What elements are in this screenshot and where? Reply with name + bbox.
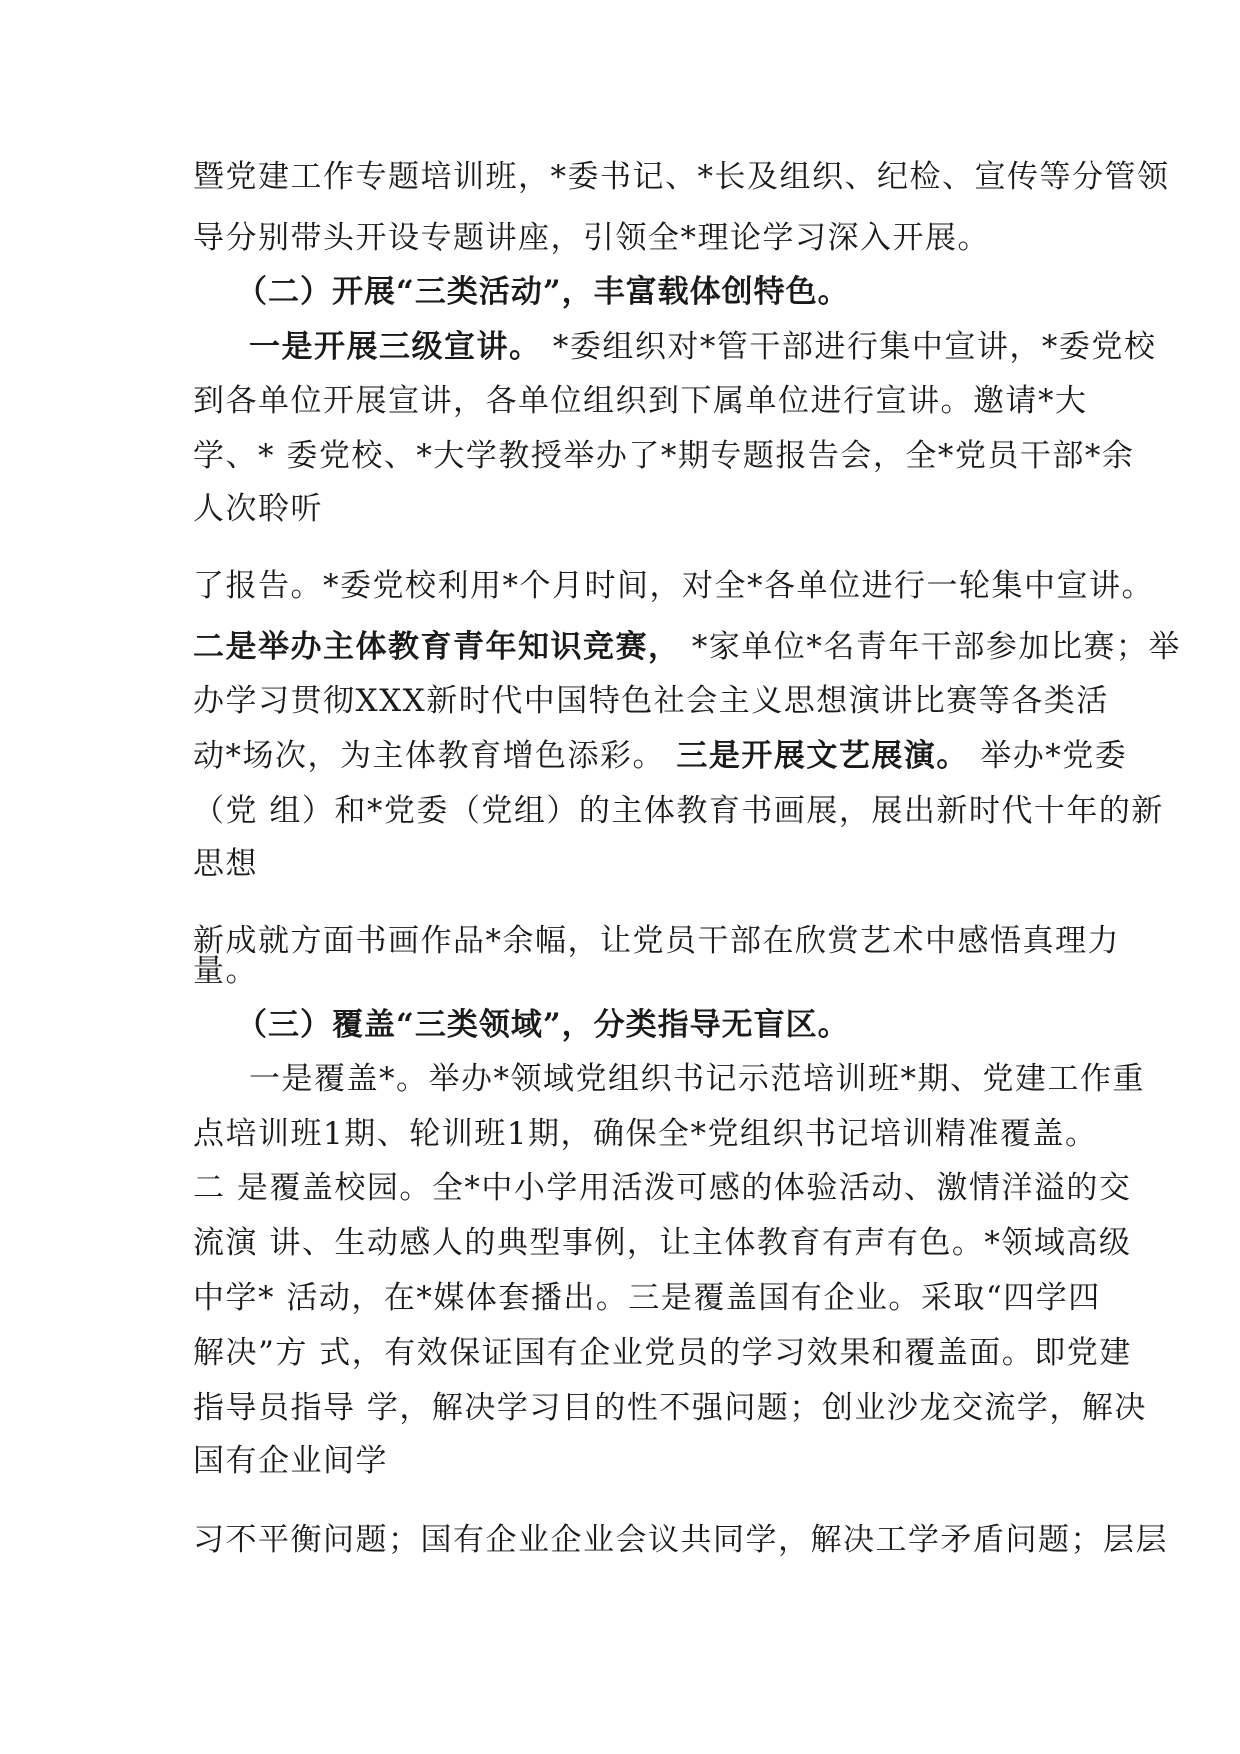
paragraph-line <box>193 1114 1097 1154</box>
text-run: 二 是覆盖校园。全*中小学用活泼可感的体验活动、激情洋溢的交 <box>193 1170 1132 1206</box>
text-run: 新成就方面书画作品*余幅，让党员干部在欣赏艺术中感悟真理力 <box>193 923 1120 959</box>
text-run: 国有企业间学 <box>193 1443 388 1479</box>
paragraph-line <box>193 1520 1168 1560</box>
text-run: 动*场次，为主体教育增色添彩。 <box>193 738 677 774</box>
text-run: 暨党建工作专题培训班，*委书记、*长及组织、纪检、宣传等分管领 <box>193 159 1170 195</box>
paragraph-line <box>249 1059 1145 1099</box>
text-run: 中学* 活动，在*媒体套播出。三是覆盖国有企业。采取“四学四 <box>193 1280 1101 1316</box>
text-run: 到各单位开展宣讲，各单位组织到下属单位进行宣讲。邀请*大 <box>193 383 1088 419</box>
text-run: 导分别带头开设专题讲座，引领全*理论学习深入开展。 <box>193 220 990 256</box>
text-run: 一是覆盖*。举办*领域党组织书记示范培训班*期、党建工作重 <box>249 1061 1145 1097</box>
text-run: *家单位*名青年干部参加比赛；举 <box>680 629 1181 665</box>
text-run: 量。 <box>193 953 258 989</box>
text-run: 了报告。*委党校利用*个月时间，对全*各单位进行一轮集中宣讲。 <box>193 568 1154 604</box>
text-run: 流演 讲、生动感人的典型事例，让主体教育有声有色。*领域高级 <box>193 1225 1132 1261</box>
paragraph-line <box>193 627 1181 667</box>
heading-text: （二）开展“三类活动”，丰富载体创特色。 <box>236 274 850 310</box>
paragraph-line <box>193 921 1120 961</box>
paragraph-line <box>193 1333 1132 1373</box>
paragraph-line <box>193 218 990 258</box>
text-run: *委组织对*管干部进行集中宣讲，*委党校 <box>541 329 1157 365</box>
paragraph-line <box>193 791 1164 831</box>
text-run: 学、* 委党校、*大学教授举办了*期专题报告会，全*党员干部*余 <box>193 438 1135 474</box>
paragraph-line <box>193 951 258 991</box>
paragraph-line <box>193 381 1088 421</box>
paragraph-line <box>193 566 1154 606</box>
paragraph-line <box>193 681 1109 721</box>
text-run: 点培训班1期、轮训班1期，确保全*党组织书记培训精准覆盖。 <box>193 1116 1098 1152</box>
heading-text: （三）覆盖“三类领域”，分类指导无盲区。 <box>236 1007 850 1043</box>
paragraph-line <box>193 1223 1131 1263</box>
text-run: 办学习贯彻XXX新时代中国特色社会主义思想演讲比赛等各类活 <box>193 683 1109 719</box>
paragraph-line <box>193 436 1134 476</box>
paragraph-line <box>193 489 323 529</box>
paragraph-line <box>249 327 1156 367</box>
bold-lead: 一是开展三级宣讲。 <box>249 329 542 365</box>
paragraph-line <box>193 1441 388 1481</box>
paragraph-line <box>193 157 1170 197</box>
text-run: 人次聆听 <box>193 491 323 527</box>
paragraph-line <box>193 1278 1101 1318</box>
paragraph-line <box>193 844 258 884</box>
text-run: 举办*党委 <box>968 738 1128 774</box>
section-heading-3 <box>236 1005 850 1045</box>
section-heading-2 <box>236 272 850 312</box>
bold-lead: 三是开展文艺展演。 <box>676 738 969 774</box>
text-run: 解决”方 式，有效保证国有企业党员的学习效果和覆盖面。即党建 <box>193 1335 1132 1371</box>
paragraph-line <box>193 1388 1147 1428</box>
paragraph-line <box>193 736 1127 776</box>
text-run: 指导员指导 学，解决学习目的性不强问题；创业沙龙交流学，解决 <box>193 1390 1147 1426</box>
bold-lead: 二是举办主体教育青年知识竞赛， <box>193 629 681 665</box>
text-run: 思想 <box>193 846 258 882</box>
text-run: （党 组）和*党委（党组）的主体教育书画展，展出新时代十年的新 <box>193 793 1164 829</box>
text-run: 习不平衡问题；国有企业企业会议共同学，解决工学矛盾问题；层层 <box>193 1522 1168 1558</box>
paragraph-line <box>193 1168 1131 1208</box>
